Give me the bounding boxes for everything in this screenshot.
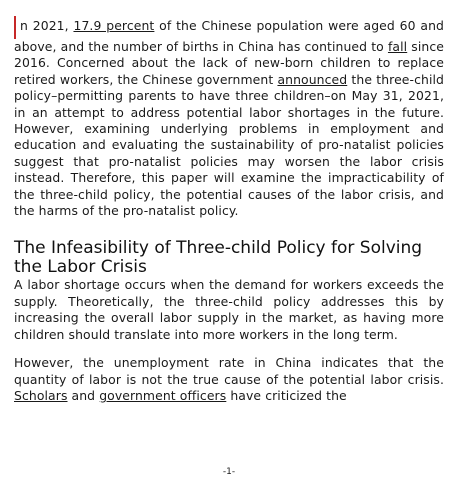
page-number: -1- (222, 467, 236, 477)
link-scholars[interactable]: Scholars (14, 387, 68, 403)
link-fall[interactable]: fall (387, 39, 408, 54)
document-page (14, 16, 444, 404)
drop-cap-bar (14, 16, 16, 39)
para2-text-1: However, the unemployment rate in China indicates that the quantity of labor is not the true cause of the potential labor crisis. (14, 355, 444, 387)
section-paragraph-1: A labor shortage occurs when the demand for workers exceeds the supply. Theoretically, the three-child policy addresses this by increasing the overall labor supply in the market, as having more children should translate into more workers in the long term. (14, 277, 444, 342)
link-announced[interactable]: announced (277, 71, 348, 87)
intro-text-3: since 2016. Concerned about the lack of new-born children to replace retired workers, the Chinese government (14, 39, 444, 87)
para2-text-3: have criticized the (226, 387, 347, 403)
link-government-officers[interactable]: government officers (99, 387, 227, 403)
paragraph-gap (14, 343, 444, 355)
intro-text-2: of the Chinese population were aged 60 and above, and the number of births in China has continued to (14, 18, 444, 54)
intro-text-1: n 2021, (20, 18, 74, 33)
intro-paragraph (14, 16, 444, 219)
section-heading: The Infeasibility of Three-child Policy for Solving the Labor Crisis (14, 238, 423, 278)
link-17-9-percent[interactable]: 17.9 percent (73, 18, 155, 33)
intro-text-4: the three-child policy–permitting parents to have three children–on May 31, 2021, in an attempt to address potential labor shortages in the future. However, examining underlying problems in employment and education and evaluating the sustainability of pro-natalist policies suggest that pro-natalist policies may worsen the labor crisis instead. Therefore, this paper will examine the impracticability of the three-child policy, the potential causes of the labor crisis, and the harms of the pro-natalist policy. (14, 71, 444, 219)
para2-text-2: and (67, 387, 100, 403)
section-paragraph-2 (14, 355, 444, 404)
